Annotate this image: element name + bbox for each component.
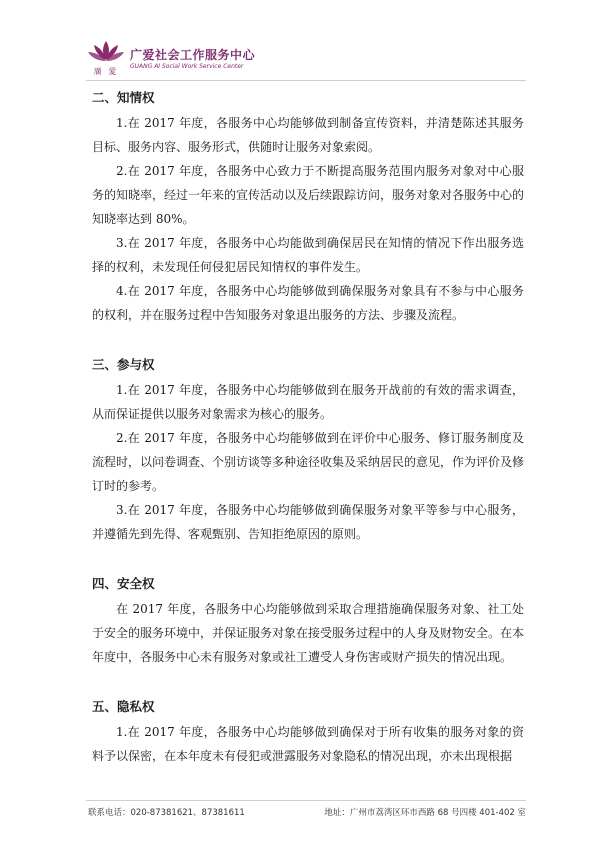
paragraph: 1.在 2017 年度，各服务中心均能够做到制备宣传资料，并清楚陈述其服务目标、服务内容、服务形式，供随时让服务对象索阅。: [92, 116, 524, 154]
section-heading: 二、知情权: [92, 90, 155, 105]
paragraph: 在 2017 年度，各服务中心均能够做到采取合理措施确保服务对象、社工处于安全的服务环境中，并保证服务对象在接受服务过程中的人身及财物安全。在本年度中，各服务中心未有服务对象或社工遭受人身伤害或财产损失的情况出现。: [92, 602, 525, 664]
document-body: [92, 84, 524, 768]
paragraph: 4.在 2017 年度，各服务中心均能够做到确保服务对象具有不参与中心服务的权利，并在服务过程中告知服务对象退出服务的方法、步骤及流程。: [92, 284, 524, 322]
paragraph: 3.在 2017 年度，各服务中心均能做到确保居民在知情的情况下作出服务选择的权利，未发现任何侵犯居民知情权的事件发生。: [92, 236, 524, 274]
section-spacer: [92, 669, 524, 693]
header-divider: [86, 80, 526, 81]
page-header: [86, 38, 386, 78]
page-footer: [86, 800, 526, 820]
section-spacer: [92, 546, 524, 570]
logo-text: 廣 愛: [93, 67, 119, 76]
org-name-en: GUANG AI Social Work Service Center: [130, 63, 244, 70]
paragraph: 2.在 2017 年度，各服务中心均能够做到在评价中心服务、修订服务制度及流程时，以问卷调查、个别访谈等多种途径收集及采纳居民的意见，作为评价及修订时的参考。: [92, 431, 525, 493]
contact-address: 地址：广州市荔湾区环市西路 68 号四楼 401-402 室: [324, 808, 526, 818]
section-heading: 四、安全权: [92, 576, 155, 591]
contact-phone: 联系电话：020-87381621、87381611: [88, 808, 245, 818]
section-spacer: [92, 327, 524, 351]
paragraph: 1.在 2017 年度，各服务中心均能够做到在服务开战前的有效的需求调查，从而保证提供以服务对象需求为核心的服务。: [92, 383, 524, 421]
footer-divider: [86, 800, 526, 801]
paragraph: 3.在 2017 年度，各服务中心均能够做到确保服务对象平等参与中心服务，并遵循先到先得、客观甄别、告知拒绝原因的原则。: [92, 503, 524, 541]
paragraph: 2.在 2017 年度，各服务中心致力于不断提高服务范围内服务对象对中心服务的知晓率，经过一年来的宣传活动以及后续跟踪访问，服务对象对各服务中心的知晓率达到 80%。: [92, 164, 525, 226]
paragraph: 1.在 2017 年度，各服务中心均能够做到确保对于所有收集的服务对象的资料予以保密，在本年度未有侵犯或泄露服务对象隐私的情况出现，亦未出现根据: [92, 725, 524, 763]
org-name: 广爱社会工作服务中心: [130, 48, 256, 62]
section-heading: 三、参与权: [92, 357, 155, 372]
section-heading: 五、隐私权: [92, 699, 155, 714]
